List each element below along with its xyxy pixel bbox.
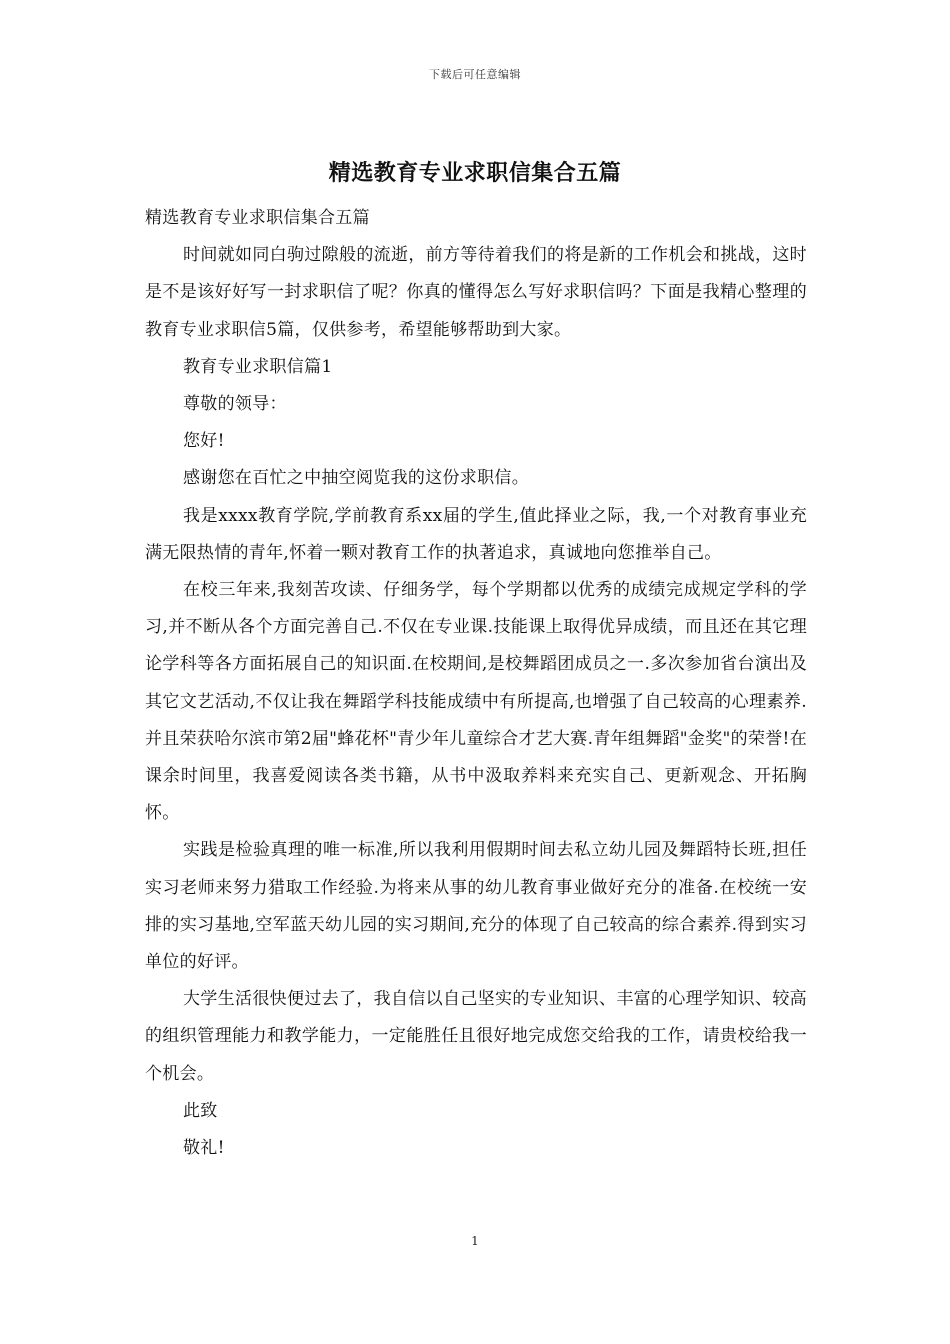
body-paragraph: 感谢您在百忙之中抽空阅览我的这份求职信。 (183, 468, 529, 489)
closing-line: 此致 (183, 1100, 218, 1121)
closing-line: 敬礼! (183, 1138, 225, 1159)
body-paragraph: 在校三年来,我刻苦攻读、仔细务学，每个学期都以优秀的成绩完成规定学科的学习,并不断从各个方面完善自己.不仅在专业课.技能课上取得优异成绩，而且还在其它理论学科等各方面拓展自己的知识面.在校期间,是校舞蹈团成员之一.多次参加省台演出及其它文艺活动,不仅让我在舞蹈学科技能成绩中有所提高,也增强了自己较高的心理素养.并且荣获哈尔滨市第2届"蜂花杯"青少年儿童综合才艺大赛.青年组舞蹈"金奖"的荣誉!在课余时间里，我喜爱阅读各类书籍，从书中汲取养料来充实自己、更新观念、开拓胸怀。 (145, 580, 807, 824)
intro-paragraph: 时间就如同白驹过隙般的流逝，前方等待着我们的将是新的工作机会和挑战，这时是不是该好好写一封求职信了呢？你真的懂得怎么写好求职信吗？下面是我精心整理的教育专业求职信5篇，仅供参考，希望能够帮助到大家。 (145, 245, 807, 340)
header-note: 下载后可任意编辑 (429, 68, 521, 81)
salutation: 尊敬的领导： (183, 394, 287, 415)
body-paragraph: 大学生活很快便过去了，我自信以自己坚实的专业知识、丰富的心理学知识、较高的组织管理能力和教学能力，一定能胜任且很好地完成您交给我的工作，请贵校给我一个机会。 (145, 989, 807, 1084)
body-paragraph: 实践是检验真理的唯一标准,所以我利用假期时间去私立幼儿园及舞蹈特长班,担任实习老师来努力猎取工作经验.为将来从事的幼儿教育事业做好充分的准备.在校统一安排的实习基地,空军蓝天幼儿园的实习期间,充分的体现了自己较高的综合素养.得到实习单位的好评。 (145, 840, 807, 973)
body-paragraph: 我是xxxx教育学院,学前教育系xx届的学生,值此择业之际，我,一个对教育事业充满无限热情的青年,怀着一颗对教育工作的执著追求，真诚地向您推举自己。 (145, 505, 807, 563)
greeting: 您好! (183, 431, 225, 452)
page-number: 1 (471, 1234, 479, 1248)
section-heading: 教育专业求职信篇1 (183, 356, 333, 377)
subtitle-line: 精选教育专业求职信集合五篇 (145, 208, 370, 228)
document-title: 精选教育专业求职信集合五篇 (328, 160, 622, 186)
document-body (145, 200, 807, 1167)
